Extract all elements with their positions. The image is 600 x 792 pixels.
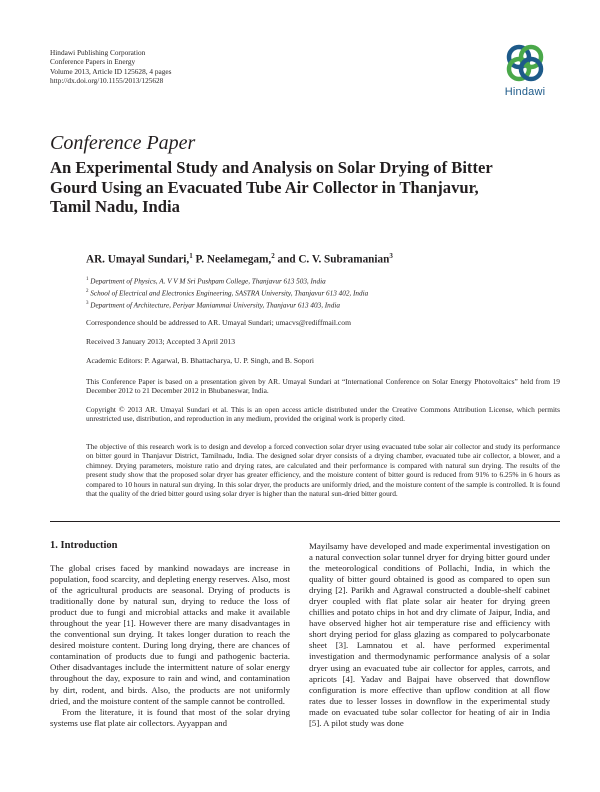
author-name: C. V. Subramanian [298, 253, 390, 266]
body-paragraph: The global crises faced by mankind nowadays are increase in population, food scarcity, and depleting energy reserves. Also, most of the agricultural products are seasonal. Drying of products is traditionally done by natural sun, drying to reduce the loss of product due to fungi and microbial attacks and make it available throughout the year [1]. However there are many disadvantages in the conventional sun drying. It takes longer duration to reach the desired moisture content. During long drying, there are chances of contamination of products due to fungi and pathogenic bacteria. Other disadvantages include the intermittent nature of solar energy throughout the day, exposure to rain and wind, and contamination by dirt, rodent, and birds. Also, the products are not uniformly dried, and the moisture content of the sample cannot be controlled. [50, 563, 290, 706]
conference-note: This Conference Paper is based on a presentation given by AR. Umayal Sundari at “International Conference on Solar Energy Photovoltaics” held from 19 December 2012 to 21 December 2012 in Bhubaneswar, India. [86, 377, 560, 396]
section-heading: 1. Introduction [50, 540, 118, 551]
affiliation: $^1$ Department of Physics, A. V V M Sri Pushpam College, Thanjavur 613 503, India [86, 277, 326, 286]
author-list [86, 252, 393, 266]
affiliation: $^2$ School of Electrical and Electronics Engineering, SASTRA University, Thanjavur 613 402, India [86, 288, 369, 298]
editors-line: Academic Editors: P. Agarwal, B. Bhattacharya, U. P. Singh, and B. Sopori [86, 356, 314, 365]
publisher: Hindawi Publishing Corporation [50, 48, 146, 57]
publication-info [50, 48, 171, 85]
affiliation-list [86, 275, 368, 311]
body-column-right [309, 541, 550, 729]
body-column-left [50, 563, 290, 729]
author-affiliation-mark: 3 [389, 252, 393, 260]
hindawi-wordmark: Hindawi [504, 86, 546, 98]
hindawi-logo [494, 44, 556, 106]
section-divider [50, 521, 560, 522]
doi-link[interactable]: http://dx.doi.org/10.1155/2013/125628 [50, 75, 164, 85]
journal-name: Conference Papers in Energy [50, 57, 136, 67]
dates-line: Received 3 January 2013; Accepted 3 April 2013 [86, 337, 236, 346]
body-paragraph: Mayilsamy have developed and made experimental investigation on a natural convection solar tunnel dryer for drying bitter gourd under the meteorological conditions of Pollachi, India, in which the quality of bitter gourd obtained is good as compared to open sun drying [2]. Parikh and Agrawal constructed a double-shelf cabinet dryer coupled with flat plate solar air heater for drying green chillies and potato chips in hot and dry climate of Jaipur, India, and have observed higher hot air temperature rise and efficiency with short drying period for glass glazing as compared to polycarbonate sheet [3]. Lamnatou et al. have performed experimental investigation and thermodynamic performance analysis of a solar dryer using an evacuated tube air collector for apples, carrots, and apricots [4]. Yadav and Bajpai have observed that downflow configuration is more effective than upflow condition at all flow rates due to lesser losses in downflow in the experimental study made on evacuated tube solar collector for heating of air in India [5]. A pilot study was done [309, 541, 550, 728]
paper-type: Conference Paper [50, 132, 196, 154]
author-conjunction: and [277, 253, 296, 266]
body-paragraph: From the literature, it is found that most of the solar drying systems use flat plate air collectors. Ayyappan and [50, 706, 290, 728]
copyright-notice: Copyright © 2013 AR. Umayal Sundari et al. This is an open access article distributed under the Creative Commons Attribution License, which permits unrestricted use, distribution, and reproduction in any medium, provided the original work is properly cited. [86, 405, 560, 424]
hindawi-logo-icon [505, 44, 545, 82]
correspondence-line: Correspondence should be addressed to AR. Umayal Sundari; umacvs@rediffmail.com [86, 318, 351, 327]
abstract: The objective of this research work is to design and develop a forced convection solar dryer using evacuated tube solar air collector and study its performance on bitter gourd in Thanjavur District, Tamilnadu, India. The designed solar dryer consists of a drying chamber, evacuated tube air collector, a blower, and a chimney. Drying parameters, moisture ratio and drying rates, are calculated and their performance is compared with natural sun drying. The results of the present study show that the proposed solar dryer has greater efficiency, and the moisture content of bitter gourd is reduced from 91% to 6.25% in 6 hours as compared to 10 hours in natural sun drying. In this solar dryer, the products are uniformly dried, and the moisture content of the sample is controlled. It is found that the quality of the dried bitter gourd using solar dryer is higher than the natural sun-dried bitter gourd. [86, 442, 560, 499]
volume-info: Volume 2013, Article ID 125628, 4 pages [50, 66, 172, 76]
author-name: P. Neelamegam, [195, 253, 272, 266]
paper-title: An Experimental Study and Analysis on Solar Drying of Bitter Gourd Using an Evacuated Tube Air Collector in Thanjavur, Tamil Nadu, India [50, 158, 493, 217]
author-name: AR. Umayal Sundari, [86, 253, 190, 266]
affiliation: $^3$ Department of Architecture, Periyar Maniammai University, Thanjavur 613 403, India [86, 300, 340, 310]
author-affiliation-mark: 1 [189, 252, 193, 260]
author-affiliation-mark: 2 [271, 252, 275, 260]
